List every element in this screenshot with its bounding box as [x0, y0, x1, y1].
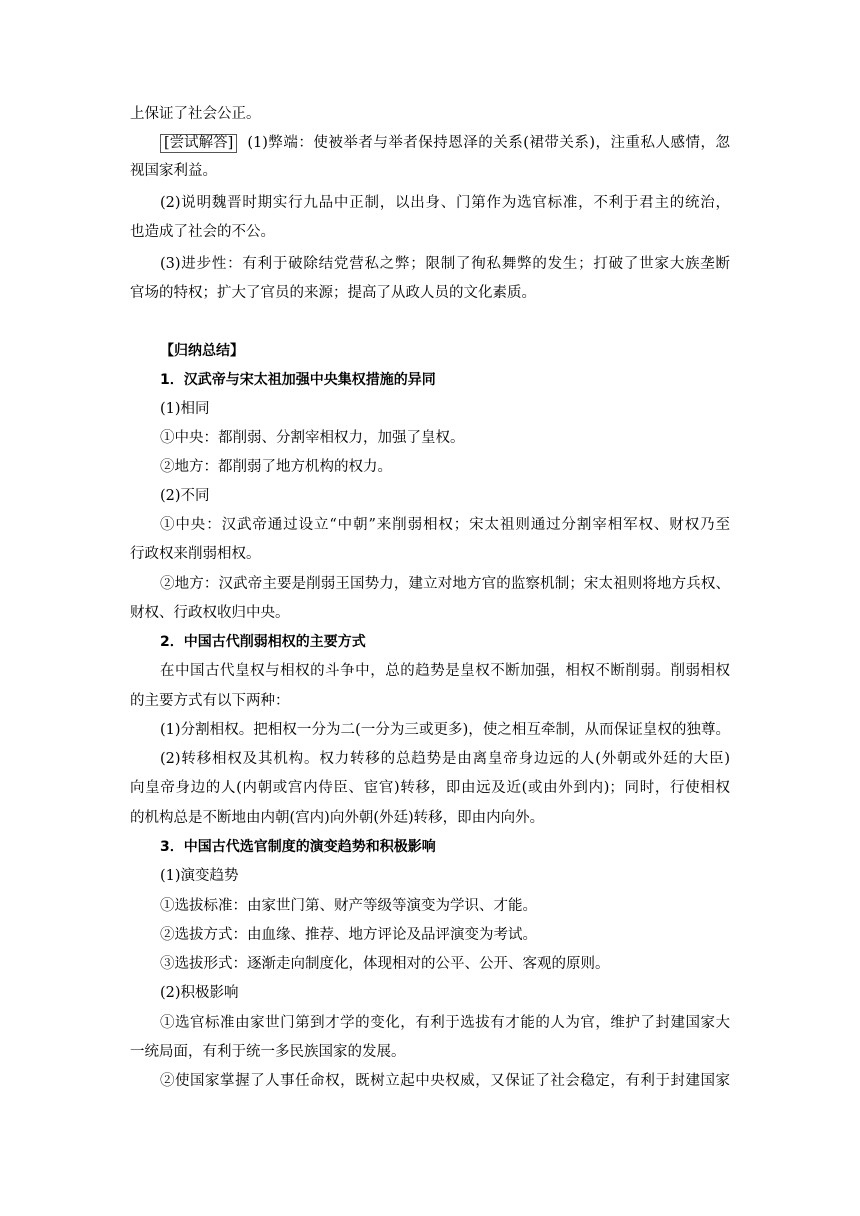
- section-heading: 【归纳总结】: [160, 343, 244, 359]
- text-line: 上保证了社会公正。: [130, 106, 261, 122]
- text-line: ②使国家掌握了人事任命权，既树立起中央权威，又保证了社会稳定，有利于封建国家: [160, 1073, 730, 1089]
- answer-tag: [尝试解答]: [160, 134, 237, 153]
- text-span: (1)弊端：使被举者与举者保持恩泽的关系(裙带关系)，注重私人感情，忽: [247, 135, 730, 151]
- text-line: (2)说明魏晋时期实行九品中正制，以出身、门第作为选官标准，不利于君主的统治，: [160, 195, 730, 211]
- text-line: ②地方：都削弱了地方机构的权力。: [160, 459, 392, 475]
- text-line: 官场的特权；扩大了官员的来源；提高了从政人员的文化素质。: [130, 285, 536, 301]
- text-line: 也造成了社会的不公。: [130, 224, 275, 240]
- text-line: ③选拔形式：逐渐走向制度化，体现相对的公平、公开、客观的原则。: [160, 956, 610, 972]
- text-line: (2)不同: [160, 488, 210, 504]
- text-line: ②选拔方式：由血缘、推荐、地方评论及品评演变为考试。: [160, 927, 537, 943]
- text-line: 的主要方式有以下两种：: [130, 693, 290, 709]
- text-line: ①选拔标准：由家世门第、财产等级等演变为学识、才能。: [160, 898, 537, 914]
- section-heading: 2．中国古代削弱相权的主要方式: [160, 634, 366, 650]
- text-line: ①选官标准由家世门第到才学的变化，有利于选拔有才能的人为官，维护了封建国家大: [160, 1015, 730, 1031]
- text-line: ①中央：都削弱、分割宰相权力，加强了皇权。: [160, 430, 465, 446]
- text-line: 在中国古代皇权与相权的斗争中，总的趋势是皇权不断加强，相权不断削弱。削弱相权: [160, 663, 730, 679]
- section-heading: 1．汉武帝与宋太祖加强中央集权措施的异同: [160, 372, 436, 388]
- text-line: 一统局面，有利于统一多民族国家的发展。: [130, 1044, 406, 1060]
- text-line: (1)演变趋势: [160, 868, 239, 884]
- text-line: ②地方：汉武帝主要是削弱王国势力，建立对地方官的监察机制；宋太祖则将地方兵权、: [160, 576, 730, 592]
- text-line: 向皇帝身边的人(内朝或宫内侍臣、宦官)转移，即由远及近(或由外到内)；同时，行使相权: [130, 780, 730, 796]
- text-line: 财权、行政权收归中央。: [130, 605, 290, 621]
- section-heading: 3．中国古代选官制度的演变趋势和积极影响: [160, 839, 436, 855]
- text-line: (2)转移相权及其机构。权力转移的总趋势是由离皇帝身边远的人(外朝或外廷的大臣): [160, 751, 730, 767]
- answer-line: [160, 133, 730, 153]
- text-line: (1)分割相权。把相权一分为二(一分为三或更多)，使之相互牵制，从而保证皇权的独尊。: [160, 722, 730, 738]
- text-line: (3)进步性：有利于破除结党营私之弊；限制了徇私舞弊的发生；打破了世家大族垄断: [160, 256, 730, 272]
- text-line: ①中央：汉武帝通过设立“中朝”来削弱相权；宋太祖则通过分割宰相军权、财权乃至: [160, 517, 730, 533]
- text-line: (1)相同: [160, 401, 210, 417]
- text-line: (2)积极影响: [160, 985, 239, 1001]
- text-line: 的机构总是不断地由内朝(宫内)向外朝(外廷)转移，即由内向外。: [130, 810, 545, 826]
- text-line: 行政权来削弱相权。: [130, 546, 261, 562]
- text-line: 视国家利益。: [130, 163, 217, 179]
